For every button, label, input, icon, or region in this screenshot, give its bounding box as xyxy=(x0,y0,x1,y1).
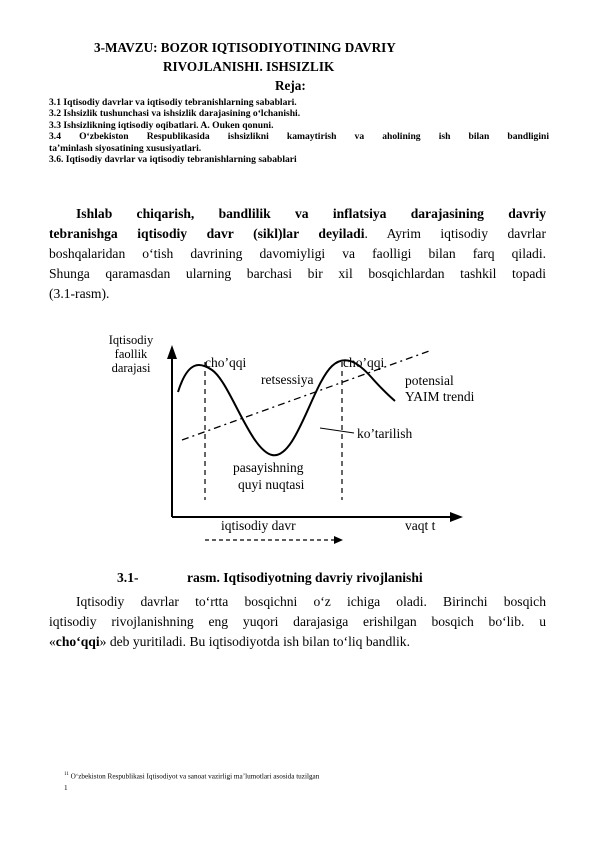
figure-caption-number: 3.1- xyxy=(117,570,139,585)
definition-text: tebranishga iqtisodiy davr (sikl)lar deyiladi xyxy=(49,226,365,241)
plan-item: 3.6. Iqtisodiy davrlar va iqtisodiy tebranishlarning sabablari xyxy=(49,154,297,166)
trend-label: YAIM trendi xyxy=(405,389,475,404)
page-number: 1 xyxy=(64,784,68,792)
paragraph-line: iqtisodiy rivojlanishning eng yuqori darajasiga erishilgan bosqich bo‘lib. u xyxy=(49,614,546,629)
growth-label: ko’tarilish xyxy=(357,426,413,441)
peak-label: cho’qqi xyxy=(343,355,385,370)
paragraph-line: Ishlab chiqarish, bandlilik va inflatsiya darajasining davriy xyxy=(76,206,546,221)
term-text: cho‘qqi xyxy=(55,634,100,649)
paragraph-line: boshqalaridan o‘tish davrining davomiyligi va faolligi bilan farq qiladi. xyxy=(49,246,546,261)
plan-item: 3.1 Iqtisodiy davrlar va iqtisodiy tebranishlarning sabablari. xyxy=(49,97,297,108)
paragraph-line: Iqtisodiy davrlar to‘rtta bosqichni o‘z ichiga oladi. Birinchi bosqich xyxy=(76,594,546,609)
footnote: $^{11}$ O‘zbekiston Respublikasi Iqtisodiyot va sanoat vazirligi ma’lumotlari asosida tuzilgan xyxy=(64,772,320,781)
paragraph-line: tebranishga iqtisodiy davr (sikl)lar deyiladi. Ayrim iqtisodiy davrlar xyxy=(49,226,546,241)
plan-item: ta’minlash siyosatining xususiyatlari. xyxy=(49,142,202,154)
y-axis-label: faollik xyxy=(114,347,148,361)
plan-heading: Reja: xyxy=(275,78,306,93)
y-axis-label: darajasi xyxy=(111,361,151,375)
trend-label: potensial xyxy=(405,373,454,388)
plan-item: 3.3 Ishsizlikning iqtisodiy oqibatlari. A. Ouken qonuni. xyxy=(49,119,274,131)
trough-label: pasayishning xyxy=(233,460,304,475)
paragraph-line: «cho‘qqi» deb yuritiladi. Bu iqtisodiyotda ish bilan to‘liq bandlik. xyxy=(49,634,410,649)
figure-caption: rasm. Iqtisodiyotning davriy rivojlanishi xyxy=(187,570,423,585)
y-axis-arrow xyxy=(167,345,177,359)
x-axis-label: vaqt t xyxy=(405,518,436,533)
page-title-line1: 3-MAVZU: BOZOR IQTISODIYOTINING DAVRIY xyxy=(94,40,396,55)
page-title-line2: RIVOJLANISHI. ISHSIZLIK xyxy=(163,59,335,74)
peak-label: cho’qqi xyxy=(205,355,247,370)
cycle-label: iqtisodiy davr xyxy=(221,518,296,533)
footnote-mark: 11 xyxy=(64,772,69,777)
y-axis-label: Iqtisodiy xyxy=(108,333,154,347)
recession-label: retsessiya xyxy=(261,372,314,387)
body-paragraph xyxy=(49,592,546,652)
paragraph-line: Shunga qaramasdan ularning barchasi bir xil bosqichlardan tashkil topadi xyxy=(49,266,546,281)
cycle-span-arrow xyxy=(334,536,343,544)
plan-item: 3.2 Ishsizlik tushunchasi va ishsizlik darajasining o‘lchanishi. xyxy=(49,108,301,120)
growth-pointer xyxy=(320,428,354,433)
x-axis-arrow xyxy=(450,512,463,522)
paragraph-line: (3.1-rasm). xyxy=(49,286,110,301)
plan-item: 3.4 O‘zbekiston Respublikasida ishsizlikni kamaytirish va aholining ish bilan bandligini xyxy=(49,131,549,143)
trough-label: quyi nuqtasi xyxy=(238,477,305,492)
